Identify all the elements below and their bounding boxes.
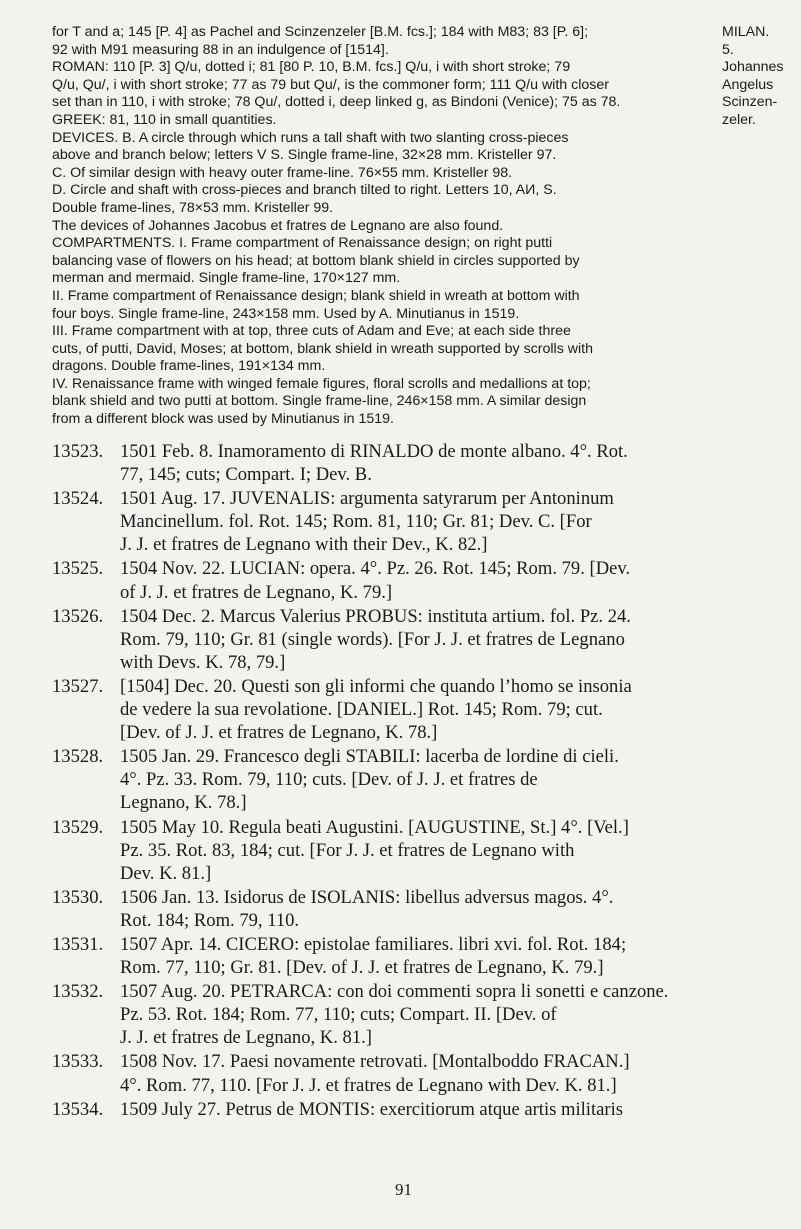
entry-line: 4°. Rom. 77, 110. [For J. J. et fratres de Legnano with Dev. K. 81.]: [120, 1074, 617, 1096]
entry-text: [120, 1050, 772, 1096]
type-line: set than in 110, i with stroke; 78 Qu/, dotted i, deep linked g, as Bindoni (Venice); 75 as 78.: [52, 94, 621, 111]
entry-line: 1501 Aug. 17. JUVENALIS: argumenta satyrarum per Antoninum: [120, 488, 614, 510]
compartment-line: III. Frame compartment with at top, three cuts of Adam and Eve; at each side three: [52, 323, 571, 340]
entry-line: [1504] Dec. 20. Questi son gli informi che quando l’homo se insonia: [120, 675, 632, 697]
entry-text: [120, 1098, 772, 1121]
catalogue-entry: [52, 440, 772, 486]
device-line: The devices of Johannes Jacobus et fratres de Legnano are also found.: [52, 217, 504, 234]
entry-number: 13524.: [52, 488, 104, 510]
entry-number: 13528.: [52, 746, 104, 768]
compartment-line: dragons. Double frame-lines, 191×134 mm.: [52, 358, 326, 375]
entry-text: [120, 933, 772, 979]
entry-text: [120, 816, 772, 885]
catalogue-entry: [52, 816, 772, 885]
catalogue-entry: [52, 886, 772, 932]
entry-line: 4°. Pz. 33. Rom. 79, 110; cuts. [Dev. of J. J. et fratres de: [120, 769, 538, 791]
entry-line: Mancinellum. fol. Rot. 145; Rom. 81, 110; Gr. 81; Dev. C. [For: [120, 511, 592, 533]
entry-text: [120, 487, 772, 556]
type-line: Q/u, Qu/, i with short stroke; 77 as 79 but Qu/, is the commoner form; 111 Q/u with closer: [52, 76, 609, 93]
entry-line: Rot. 184; Rom. 79, 110.: [120, 909, 300, 931]
compartment-line: merman and mermaid. Single frame-line, 170×127 mm.: [52, 270, 401, 287]
device-line: DEVICES. B. A circle through which runs a tall shaft with two slanting cross-pieces: [52, 129, 569, 146]
entry-line: 1507 Apr. 14. CICERO: epistolae familiares. libri xvi. fol. Rot. 184;: [120, 933, 627, 955]
entry-line: de vedere la sua revolatione. [DANIEL.] Rot. 145; Rom. 79; cut.: [120, 699, 603, 721]
margin-note-line: 5. Johannes: [722, 41, 784, 76]
entry-line: 1504 Nov. 22. LUCIAN: opera. 4°. Pz. 26. Rot. 145; Rom. 79. [Dev.: [120, 558, 631, 580]
entry-text: [120, 886, 772, 932]
entry-line: Pz. 53. Rot. 184; Rom. 77, 110; cuts; Compart. II. [Dev. of: [120, 1004, 557, 1026]
entry-number: 13526.: [52, 605, 104, 627]
entry-text: [120, 745, 772, 814]
catalogue-entry: [52, 675, 772, 744]
margin-note: [722, 24, 798, 130]
entry-number: 13530.: [52, 886, 104, 908]
compartment-line: blank shield and two putti at bottom. Single frame-line, 246×158 mm. A similar design: [52, 393, 587, 410]
entry-line: Dev. K. 81.]: [120, 862, 212, 884]
catalogue-entry: [52, 745, 772, 814]
device-line: Double frame-lines, 78×53 mm. Kristeller 99.: [52, 199, 334, 216]
entry-line: 1508 Nov. 17. Paesi novamente retrovati. [Montalboddo FRACAN.]: [120, 1051, 630, 1073]
entry-line: of J. J. et fratres de Legnano, K. 79.]: [120, 581, 393, 603]
type-line: for T and a; 145 [P. 4] as Pachel and Scinzenzeler [B.M. fcs.]; 184 with M83; 83 [P. 6];: [52, 24, 589, 40]
entry-text: [120, 557, 772, 603]
entry-text: [120, 440, 772, 486]
entry-line: [Dev. of J. J. et fratres de Legnano, K. 78.]: [120, 722, 438, 744]
compartment-line: four boys. Single frame-line, 243×158 mm. Used by A. Minutianus in 1519.: [52, 305, 520, 322]
page-number: 91: [395, 1180, 412, 1199]
entry-number: 13527.: [52, 675, 104, 697]
entry-line: Legnano, K. 78.]: [120, 792, 247, 814]
entry-number: 13523.: [52, 441, 104, 462]
entry-number: 13525.: [52, 558, 104, 580]
entry-text: [120, 605, 772, 674]
entry-line: 1507 Aug. 20. PETRARCA: con doi commenti sopra li sonetti e canzone.: [120, 981, 669, 1003]
entry-line: Rom. 77, 110; Gr. 81. [Dev. of J. J. et fratres de Legnano, K. 79.]: [120, 957, 604, 979]
catalogue-entries: [52, 440, 772, 1122]
device-line: D. Circle and shaft with cross-pieces and branch tilted to right. Letters 10, AИ, S.: [52, 182, 557, 199]
compartment-line: balancing vase of flowers on his head; at bottom blank shield in circles supported by: [52, 252, 580, 269]
entry-line: 1505 Jan. 29. Francesco degli STABILI: lacerba de lordine di cieli.: [120, 746, 619, 768]
entry-number: 13529.: [52, 816, 104, 838]
type-line: GREEK: 81, 110 in small quantities.: [52, 111, 277, 128]
entry-line: Rom. 79, 110; Gr. 81 (single words). [For J. J. et fratres de Legnano: [120, 628, 625, 650]
device-line: C. Of similar design with heavy outer frame-line. 76×55 mm. Kristeller 98.: [52, 164, 513, 181]
entry-line: 1509 July 27. Petrus de MONTIS: exercitiorum atque artis militaris: [120, 1098, 623, 1120]
margin-note-line: zeler.: [722, 111, 756, 128]
entry-line: with Devs. K. 78, 79.]: [120, 651, 286, 673]
catalogue-entry: [52, 487, 772, 556]
compartment-line: COMPARTMENTS. I. Frame compartment of Renaissance design; on right putti: [52, 235, 553, 252]
device-line: above and branch below; letters V S. Single frame-line, 32×28 mm. Kristeller 97.: [52, 147, 557, 164]
compartment-line: IV. Renaissance frame with winged female figures, floral scrolls and medallions at top;: [52, 375, 591, 392]
entry-number: 13534.: [52, 1098, 104, 1120]
type-line: 92 with M91 measuring 88 in an indulgence of [1514].: [52, 41, 389, 58]
catalogue-entry: [52, 933, 772, 979]
entry-text: [120, 675, 772, 744]
entry-line: 77, 145; cuts; Compart. I; Dev. B.: [120, 464, 372, 486]
catalogue-entry: [52, 605, 772, 674]
margin-note-line: Angelus: [722, 76, 774, 93]
type-line: ROMAN: 110 [P. 3] Q/u, dotted i; 81 [80 P. 10, B.M. fcs.] Q/u, i with short stroke; 79: [52, 59, 571, 76]
catalogue-entry: [52, 1098, 772, 1121]
entry-line: J. J. et fratres de Legnano, K. 81.]: [120, 1027, 372, 1049]
entry-line: Pz. 35. Rot. 83, 184; cut. [For J. J. et fratres de Legnano with: [120, 839, 575, 861]
compartment-line: cuts, of putti, David, Moses; at bottom, blank shield in wreath supported by scrolls with: [52, 340, 593, 357]
compartment-line: from a different block was used by Minutianus in 1519.: [52, 411, 395, 428]
entry-number: 13532.: [52, 981, 104, 1003]
entry-number: 13531.: [52, 933, 104, 955]
type-description: [52, 24, 722, 429]
catalogue-entry: [52, 557, 772, 603]
entry-line: J. J. et fratres de Legnano with their Dev., K. 82.]: [120, 534, 488, 556]
entry-text: [120, 980, 772, 1049]
catalogue-entry: [52, 1050, 772, 1096]
margin-note-line: MILAN.: [722, 24, 770, 40]
compartment-line: II. Frame compartment of Renaissance design; blank shield in wreath at bottom with: [52, 287, 580, 304]
catalogue-entry: [52, 980, 772, 1049]
margin-note-line: Scinzen-: [722, 94, 778, 111]
entry-line: 1501 Feb. 8. Inamoramento di RINALDO de monte albano. 4°. Rot.: [120, 441, 628, 462]
entry-line: 1506 Jan. 13. Isidorus de ISOLANIS: libellus adversus magos. 4°.: [120, 886, 614, 908]
entry-line: 1505 May 10. Regula beati Augustini. [AUGUSTINE, St.] 4°. [Vel.]: [120, 816, 629, 838]
entry-number: 13533.: [52, 1051, 104, 1073]
entry-line: 1504 Dec. 2. Marcus Valerius PROBUS: instituta artium. fol. Pz. 24.: [120, 605, 631, 627]
